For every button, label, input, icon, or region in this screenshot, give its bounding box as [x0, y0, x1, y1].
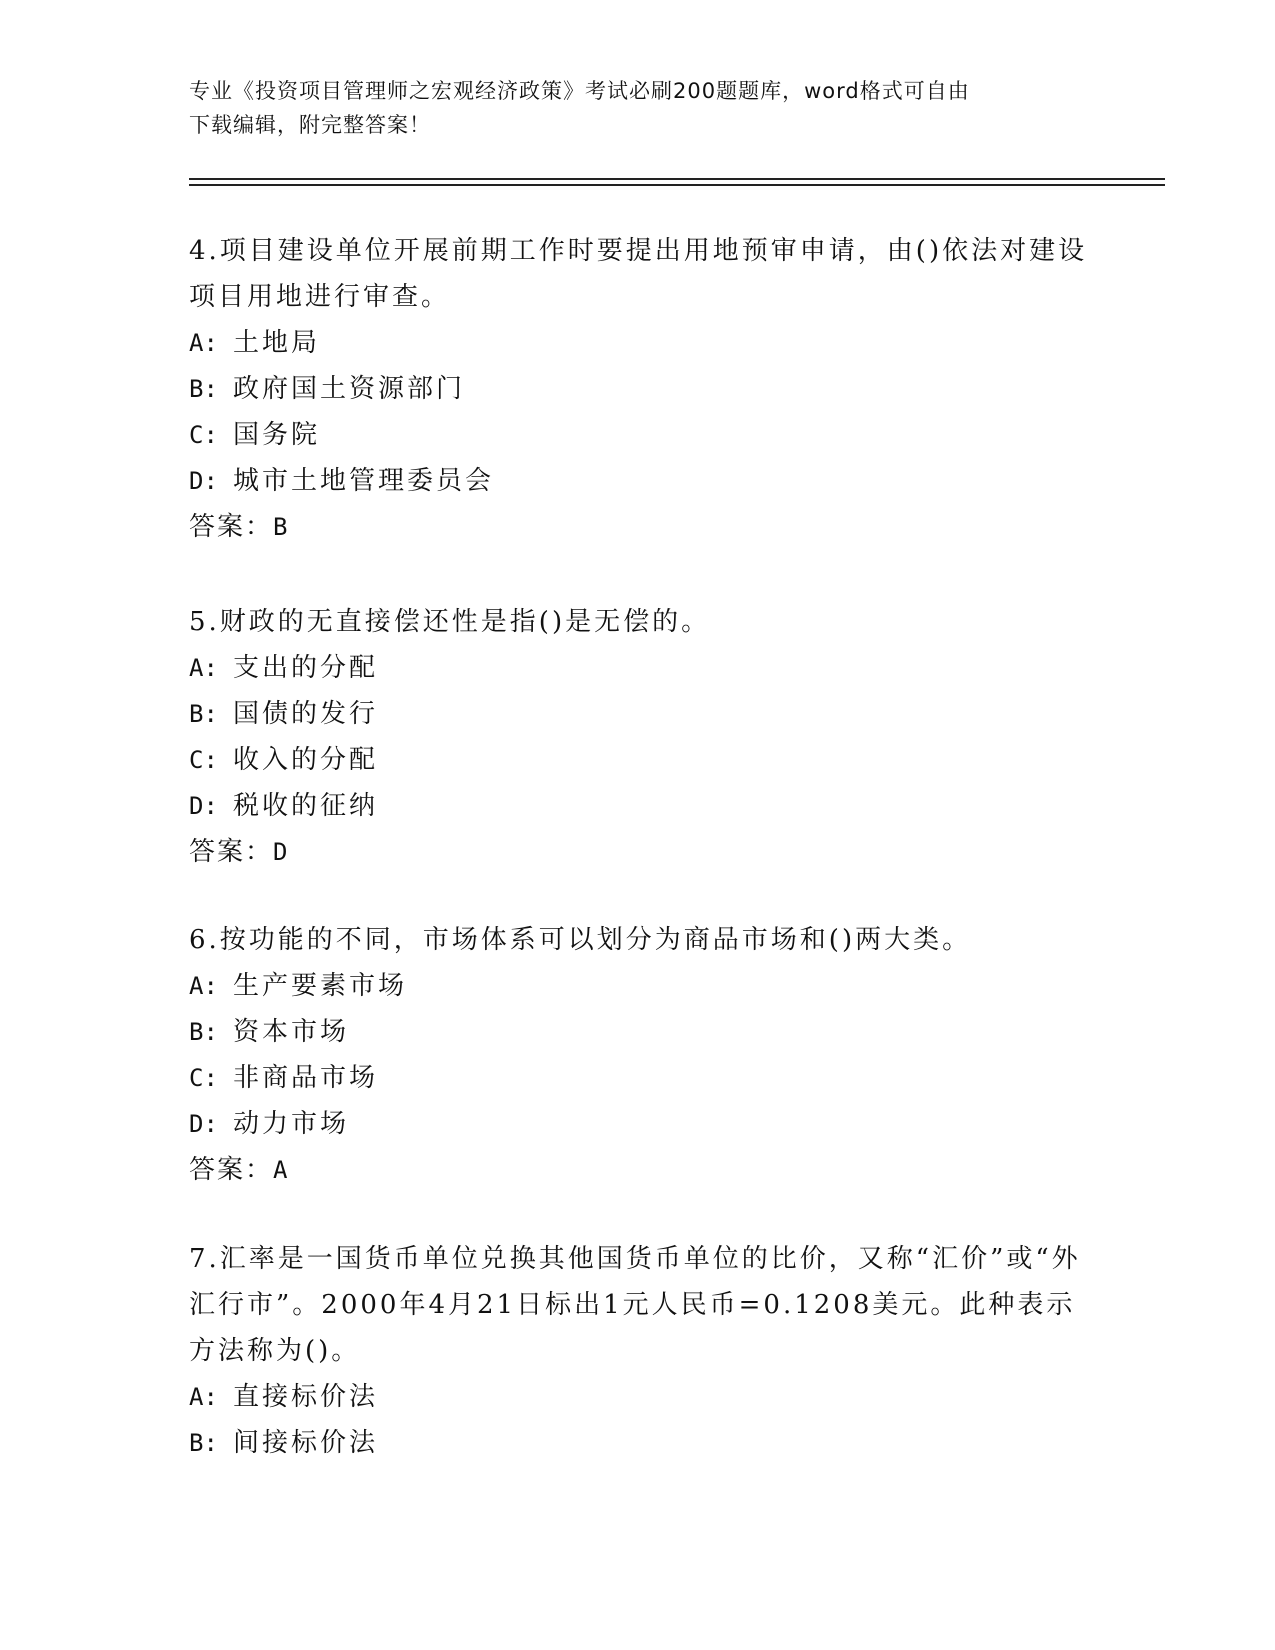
option-letter: D: — [189, 467, 218, 495]
option-text: 税收的征纳 — [233, 791, 379, 821]
answer-value: A — [273, 1156, 290, 1184]
option-d — [189, 783, 1089, 829]
option-text: 国债的发行 — [233, 699, 379, 729]
answer-line — [189, 504, 1089, 550]
header-line-1: 专业《投资项目管理师之宏观经济政策》考试必刷200题题库，word格式可自由 — [189, 79, 970, 103]
option-letter: B: — [189, 700, 218, 728]
header-divider-bottom — [189, 184, 1165, 186]
document-header — [189, 74, 1089, 142]
option-a — [189, 963, 1089, 1009]
option-c — [189, 412, 1089, 458]
option-letter: D: — [189, 1110, 218, 1138]
question-text: 6.按功能的不同，市场体系可以划分为商品市场和()两大类。 — [189, 925, 972, 955]
option-letter: A: — [189, 1383, 218, 1411]
option-letter: B: — [189, 1018, 218, 1046]
option-text: 城市土地管理委员会 — [233, 466, 495, 496]
option-letter: C: — [189, 746, 218, 774]
option-letter: D: — [189, 792, 218, 820]
question-5 — [189, 599, 1089, 875]
question-text: 4.项目建设单位开展前期工作时要提出用地预审申请，由()依法对建设项目用地进行审查。 — [189, 236, 1088, 312]
option-text: 生产要素市场 — [233, 971, 408, 1001]
option-a — [189, 645, 1089, 691]
option-d — [189, 1101, 1089, 1147]
option-b — [189, 1009, 1089, 1055]
option-b — [189, 1420, 1089, 1466]
option-text: 土地局 — [233, 328, 321, 358]
option-text: 支出的分配 — [233, 653, 379, 683]
question-text: 5.财政的无直接偿还性是指()是无偿的。 — [189, 607, 711, 637]
option-letter: A: — [189, 329, 218, 357]
answer-line — [189, 1147, 1089, 1193]
answer-label: 答案： — [189, 837, 274, 867]
answer-label: 答案： — [189, 512, 274, 542]
question-7 — [189, 1236, 1089, 1466]
option-a — [189, 320, 1089, 366]
question-6 — [189, 917, 1089, 1193]
option-letter: A: — [189, 654, 218, 682]
option-letter: B: — [189, 1429, 218, 1457]
answer-line — [189, 829, 1089, 875]
option-c — [189, 737, 1089, 783]
option-text: 非商品市场 — [233, 1063, 379, 1093]
option-text: 国务院 — [233, 420, 321, 450]
option-text: 收入的分配 — [233, 745, 379, 775]
option-b — [189, 366, 1089, 412]
header-divider-top — [189, 178, 1165, 180]
option-c — [189, 1055, 1089, 1101]
option-letter: A: — [189, 972, 218, 1000]
header-line-2: 下载编辑，附完整答案！ — [189, 113, 431, 137]
option-a — [189, 1374, 1089, 1420]
option-letter: B: — [189, 375, 218, 403]
option-text: 资本市场 — [233, 1017, 350, 1047]
answer-value: B — [273, 513, 290, 541]
question-4 — [189, 228, 1089, 550]
option-text: 动力市场 — [233, 1109, 350, 1139]
option-b — [189, 691, 1089, 737]
option-text: 直接标价法 — [233, 1382, 379, 1412]
option-text: 政府国土资源部门 — [233, 374, 466, 404]
question-text: 7.汇率是一国货币单位兑换其他国货币单位的比价，又称“汇价”或“外汇行市”。2000年4月21日标出1元人民币=0.1208美元。此种表示方法称为()。 — [189, 1244, 1081, 1366]
option-letter: C: — [189, 421, 218, 449]
answer-label: 答案： — [189, 1155, 274, 1185]
answer-value: D — [273, 838, 290, 866]
option-d — [189, 458, 1089, 504]
option-letter: C: — [189, 1064, 218, 1092]
option-text: 间接标价法 — [233, 1428, 379, 1458]
